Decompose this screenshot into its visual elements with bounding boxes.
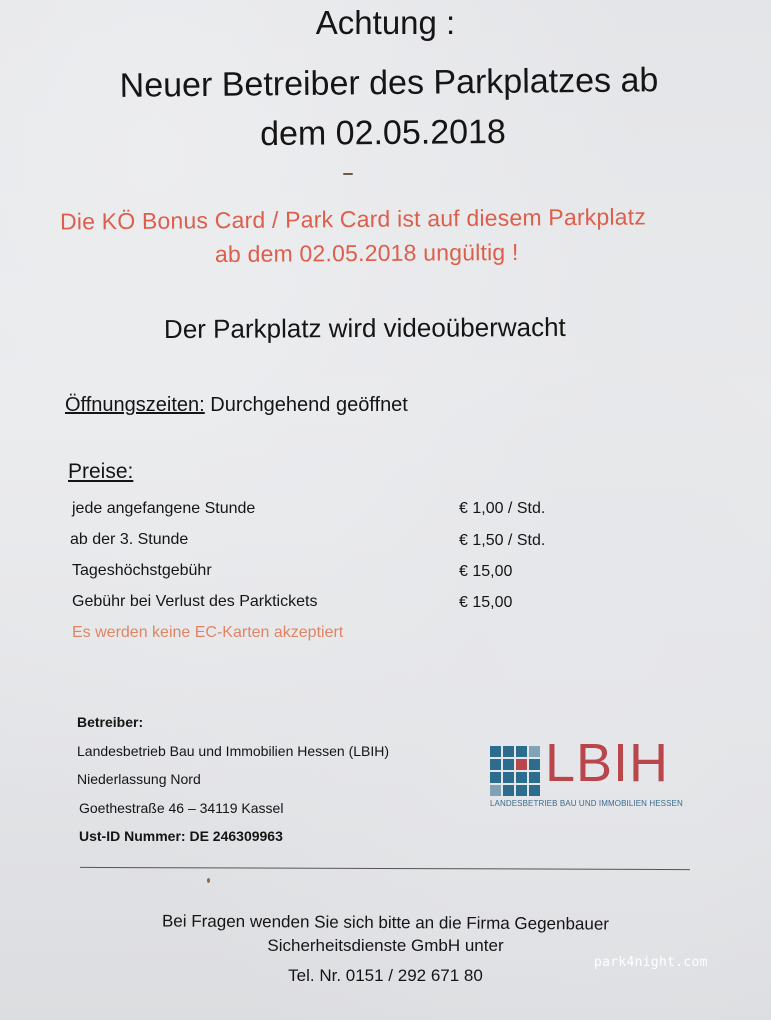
operator-label: Betreiber:: [77, 714, 144, 730]
no-ec-cards-notice: Es werden keine EC-Karten akzeptiert: [72, 624, 344, 641]
divider-line: [80, 867, 690, 870]
logo-square-grid-icon: [490, 746, 539, 793]
contact-line-2: Sicherheitsdienste GmbH unter: [267, 936, 504, 955]
card-invalid-notice-line-2: ab dem 02.05.2018 ungültig !: [214, 238, 519, 268]
price-value: € 1,00 / Std.: [459, 500, 546, 517]
operator-branch: Niederlassung Nord: [77, 771, 201, 787]
price-label: ab der 3. Stunde: [70, 531, 189, 548]
operator-name: Landesbetrieb Bau und Immobilien Hessen (LBIH): [77, 743, 390, 759]
price-label: jede angefangene Stunde: [72, 500, 256, 517]
opening-hours-value: Durchgehend geöffnet: [210, 394, 408, 416]
price-label: Gebühr bei Verlust des Parktickets: [72, 593, 318, 610]
title-line-1: Neuer Betreiber des Parkplatzes ab: [119, 61, 659, 105]
operator-address: Goethestraße 46 – 34119 Kassel: [79, 800, 284, 816]
lbih-logo: [490, 733, 690, 812]
title-line-2: dem 02.05.2018: [259, 112, 507, 154]
park4night-watermark: park4night.com: [594, 955, 708, 970]
dirt-speck: [343, 173, 353, 175]
price-value: € 15,00: [459, 594, 513, 611]
prices-heading: Preise:: [68, 460, 134, 483]
contact-phone: Tel. Nr. 0151 / 292 671 80: [288, 966, 483, 985]
price-value: € 1,50 / Std.: [459, 532, 546, 549]
operator-vat-id: Ust-ID Nummer: DE 246309963: [79, 828, 283, 844]
opening-hours-label: Öffnungszeiten:: [65, 394, 205, 416]
price-value: € 15,00: [459, 563, 513, 580]
price-label: Tageshöchstgebühr: [72, 562, 212, 579]
contact-line-1: Bei Fragen wenden Sie sich bitte an die Firma Gegenbauer: [161, 911, 610, 934]
card-invalid-notice-line-1: Die KÖ Bonus Card / Park Card ist auf diesem Parkplatz: [59, 203, 647, 235]
video-surveillance-notice: Der Parkplatz wird videoüberwacht: [163, 311, 566, 345]
logo-text: LBIH: [545, 733, 670, 793]
opening-hours: [65, 394, 408, 417]
logo-subtitle: LANDESBETRIEB BAU UND IMMOBILIEN HESSEN: [490, 799, 683, 808]
heading-achtung: Achtung :: [315, 4, 456, 41]
dirt-speck: [207, 878, 210, 883]
